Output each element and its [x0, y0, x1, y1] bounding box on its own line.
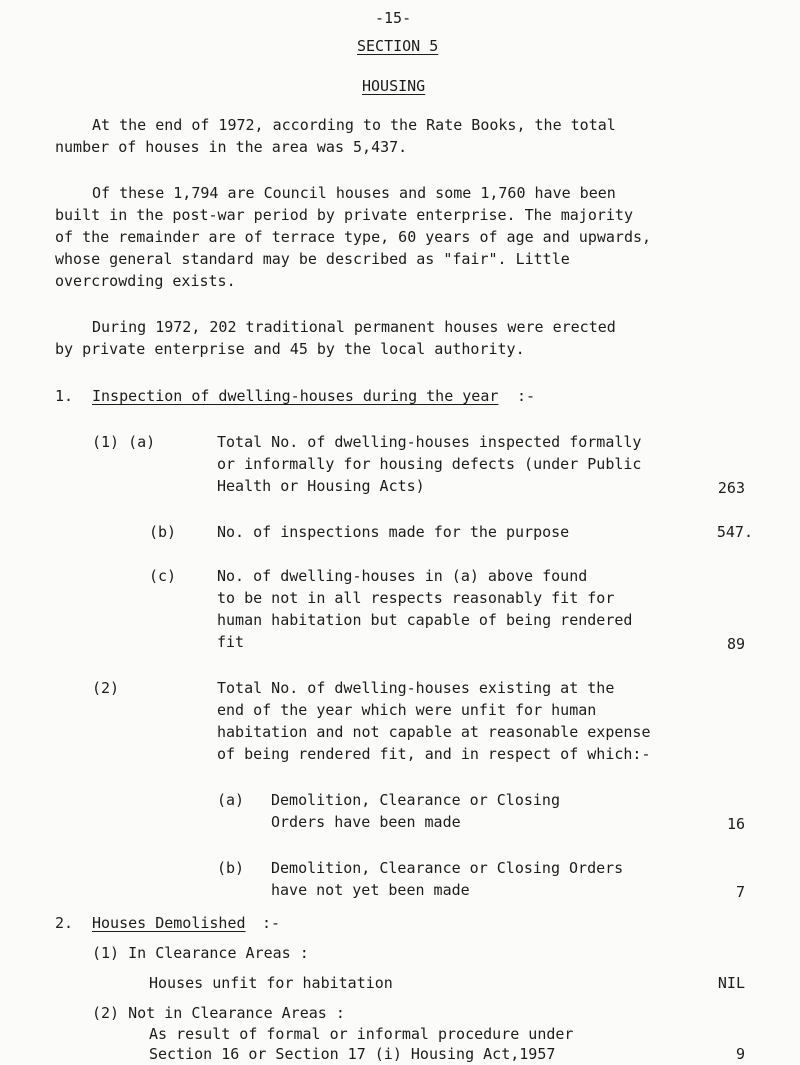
- item1-2-label: (2): [92, 679, 120, 697]
- intro-para2-line1: Of these 1,794 are Council houses and some 1,760 have been: [92, 184, 616, 202]
- intro-para1-line1: At the end of 1972, according to the Rate Books, the total: [92, 116, 616, 134]
- item2-heading-suffix: :-: [262, 914, 281, 932]
- page-title: HOUSING: [362, 77, 426, 95]
- item1-c-line1: No. of dwelling-houses in (a) above found: [217, 567, 588, 585]
- intro-para2-line2: built in the post-war period by private enterprise. The majority: [55, 206, 633, 224]
- item2-sub1-label: (1) In Clearance Areas :: [92, 944, 309, 962]
- item2-heading: Houses Demolished: [92, 914, 246, 932]
- item1-c-line2: to be not in all respects reasonably fit for: [217, 589, 615, 607]
- item2-sub1-text: Houses unfit for habitation: [149, 974, 393, 992]
- item1-2-line1: Total No. of dwelling-houses existing at the: [217, 679, 615, 697]
- item1-b-label: (b): [149, 523, 177, 541]
- item1-a-value: 263: [717, 479, 745, 497]
- item2-sub2-label: (2) Not in Clearance Areas :: [92, 1004, 345, 1022]
- item1-a-line3: Health or Housing Acts): [217, 477, 425, 495]
- item1-c-label: (c): [149, 567, 177, 585]
- item2-sub1-value: NIL: [717, 974, 745, 992]
- item1-2b-label: (b): [217, 859, 245, 877]
- item1-b-line1: No. of inspections made for the purpose: [217, 523, 570, 541]
- item1-c-line4: fit: [217, 633, 245, 651]
- item1-c-line3: human habitation but capable of being rendered: [217, 611, 633, 629]
- item1-b-value: 547.: [716, 523, 753, 541]
- item1-2b-value: 7: [735, 883, 745, 901]
- page-number: -15-: [375, 9, 412, 27]
- item1-a-line1: Total No. of dwelling-houses inspected formally: [217, 433, 642, 451]
- intro-para2-line3: of the remainder are of terrace type, 60 years of age and upwards,: [55, 228, 652, 246]
- item1-2-line2: end of the year which were unfit for human: [217, 701, 597, 719]
- item1-2a-line1: Demolition, Clearance or Closing: [271, 791, 560, 809]
- item1-2a-label: (a): [217, 791, 245, 809]
- item1-2-line4: of being rendered fit, and in respect of which:-: [217, 745, 651, 763]
- item1-2b-line1: Demolition, Clearance or Closing Orders: [271, 859, 624, 877]
- intro-para1-line2: number of houses in the area was 5,437.: [55, 138, 408, 156]
- intro-para3-line1: During 1972, 202 traditional permanent houses were erected: [92, 318, 616, 336]
- item1-2b-line2: have not yet been made: [271, 881, 470, 899]
- item1-heading-suffix: :-: [517, 387, 536, 405]
- item1-c-value: 89: [726, 635, 745, 653]
- intro-para2-line4: whose general standard may be described as "fair". Little: [55, 250, 570, 268]
- intro-para2-line5: overcrowding exists.: [55, 272, 236, 290]
- item2-sub2-line2: Section 16 or Section 17 (i) Housing Act,1957: [149, 1045, 556, 1063]
- item1-a-line2: or informally for housing defects (under Public: [217, 455, 642, 473]
- section-heading: SECTION 5: [357, 37, 439, 55]
- item1-2-line3: habitation and not capable at reasonable expense: [217, 723, 651, 741]
- item1-2a-value: 16: [726, 815, 745, 833]
- item1-number: 1.: [55, 387, 74, 405]
- item1-a-label: (1) (a): [92, 433, 156, 451]
- item2-sub2-value: 9: [735, 1045, 745, 1063]
- item2-sub2-line1: As result of formal or informal procedure under: [149, 1025, 574, 1043]
- item1-heading: Inspection of dwelling-houses during the year: [92, 387, 499, 405]
- item1-2a-line2: Orders have been made: [271, 813, 461, 831]
- item2-number: 2.: [55, 914, 74, 932]
- intro-para3-line2: by private enterprise and 45 by the local authority.: [55, 340, 525, 358]
